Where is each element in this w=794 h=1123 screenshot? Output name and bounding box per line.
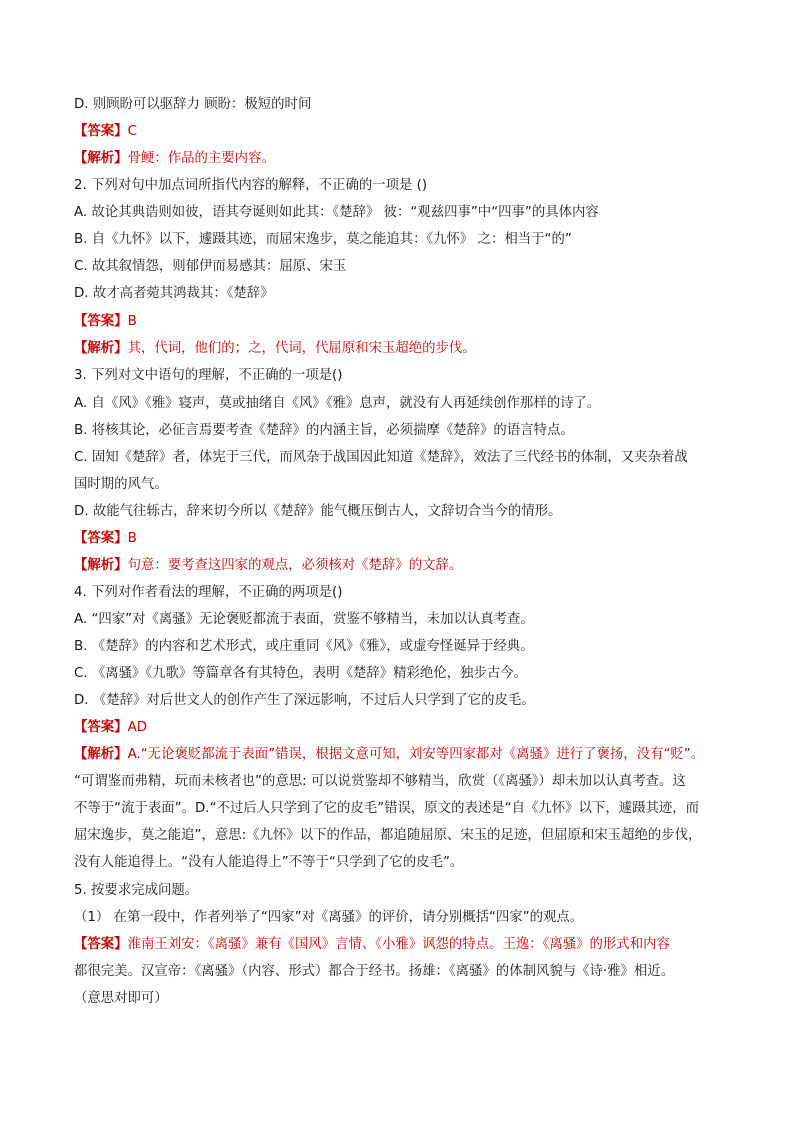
analysis-text: 骨鲠：作品的主要内容。 xyxy=(127,151,275,166)
option-d-q3: D. 故能气往轹古，辞来切今所以《楚辞》能气概压倒古人，文辞切合当今的情形。 xyxy=(74,504,562,519)
answer-q5-line3: （意思对即可） xyxy=(74,991,168,1006)
option-c-q3-cont: 国时期的风气。 xyxy=(74,477,168,492)
option-c-q4: C. 《离骚》《九歌》等篇章各有其特色，表明《楚辞》精彩绝伦，独步古今。 xyxy=(74,666,528,681)
answer-tag: 【答案】 xyxy=(74,720,128,735)
option-b-q2: B. 自《九怀》以下，遽蹑其迹，而屈宋逸步，莫之能追其：《九怀》 之：相当于“的” xyxy=(74,232,572,247)
answer-tag: 【答案】 xyxy=(74,937,128,952)
answer-q4 xyxy=(74,719,724,736)
option-d-q1: D. 则顾盼可以驱辞力 顾盼：极短的时间 xyxy=(74,97,312,112)
question-3: 3. 下列对文中语句的理解，不正确的一项是() xyxy=(74,368,343,383)
analysis-q4-line3: 不等于“流于表面”。D.“不过后人只学到了它的皮毛”错误，原文的表述是“自《九怀》以下，遽蹑其迹，而 xyxy=(74,801,700,816)
question-5-part1: （1） 在第一段中，作者列举了“四家”对《离骚》的评价，请分别概括“四家”的观点。 xyxy=(74,910,584,925)
answer-value: B xyxy=(127,314,137,329)
analysis-q4-line5: 没有人能追得上。“没有人能追得上”不等于“只学到了它的皮毛”。 xyxy=(74,855,464,870)
answer-q3 xyxy=(74,530,724,547)
answer-tag: 【答案】 xyxy=(74,314,128,329)
option-a-q4: A. “四家”对《离骚》无论褒贬都流于表面，赏鉴不够精当，未加以认真考查。 xyxy=(74,612,534,627)
analysis-tag: 【解析】 xyxy=(74,747,128,762)
answer-q5-line2: 都很完美。汉宣帝：《离骚》（内容、形式）都合于经书。扬雄：《离骚》的体制风貌与《诗·雅》相近。 xyxy=(74,964,675,979)
analysis-text: A.“无论褒贬都流于表面”错误，根据文意可知，刘安等四家都对《离骚》进行了褒扬，没有“贬”。 xyxy=(127,747,705,762)
answer-tag: 【答案】 xyxy=(74,124,128,139)
analysis-text: 其，代词，他们的；之，代词，代屈原和宋玉超绝的步伐。 xyxy=(127,341,476,356)
answer-value: AD xyxy=(127,720,148,735)
option-a-q2: A. 故论其典诰则如彼，语其夸诞则如此其：《楚辞》 彼：“观兹四事”中“四事”的具体内容 xyxy=(74,205,599,220)
answer-value: 淮南王刘安：《离骚》兼有《国风》言情、《小雅》讽怨的特点。王逸：《离骚》的形式和内容 xyxy=(127,937,670,952)
analysis-q4-line4: 屈宋逸步，莫之能追”，意思:《九怀》以下的作品，都追随屈原、宋玉的足迹，但屈原和宋玉超绝的步伐， xyxy=(74,828,702,843)
question-4: 4. 下列对作者看法的理解，不正确的两项是() xyxy=(74,585,343,600)
option-b-q3: B. 将核其论，必征言焉要考查《楚辞》的内涵主旨，必须揣摩《楚辞》的语言特点。 xyxy=(74,423,574,438)
answer-q2 xyxy=(74,313,724,330)
answer-tag: 【答案】 xyxy=(74,531,128,546)
answer-value: C xyxy=(127,124,137,139)
analysis-tag: 【解析】 xyxy=(74,151,128,166)
answer-value: B xyxy=(127,531,137,546)
analysis-tag: 【解析】 xyxy=(74,558,128,573)
analysis-q3 xyxy=(74,557,724,574)
question-5: 5. 按要求完成问题。 xyxy=(74,883,199,898)
question-2: 2. 下列对句中加点词所指代内容的解释，不正确的一项是 () xyxy=(74,178,428,193)
analysis-q4 xyxy=(74,746,724,763)
answer-q5 xyxy=(74,936,724,953)
option-d-q2: D. 故才高者菀其鸿裁其：《楚辞》 xyxy=(74,286,274,301)
option-b-q4: B. 《楚辞》的内容和艺术形式，或庄重同《风》《雅》，或虚夸怪诞异于经典。 xyxy=(74,639,534,654)
analysis-q1 xyxy=(74,150,724,167)
analysis-text: 句意：要考查这四家的观点，必须核对《楚辞》的文辞。 xyxy=(127,558,463,573)
option-c-q3: C. 固知《楚辞》者，体宪于三代，而风杂于战国因此知道《楚辞》，效法了三代经书的体制，又夹杂着战 xyxy=(74,450,688,465)
analysis-q2 xyxy=(74,340,724,357)
analysis-tag: 【解析】 xyxy=(74,341,128,356)
option-c-q2: C. 故其叙情怨，则郁伊而易感其：屈原、宋玉 xyxy=(74,259,347,274)
answer-q1 xyxy=(74,123,724,140)
option-a-q3: A. 自《风》《雅》寝声，莫或抽绪自《风》《雅》息声，就没有人再延续创作那样的诗了。 xyxy=(74,396,601,411)
option-d-q4: D. 《楚辞》对后世文人的创作产生了深远影响，不过后人只学到了它的皮毛。 xyxy=(74,693,535,708)
analysis-q4-line2: “可谓鉴而弗精，玩而未核者也”的意思: 可以说赏鉴却不够精当，欣赏（《离骚》）却未加以认真考查。这 xyxy=(74,774,686,789)
